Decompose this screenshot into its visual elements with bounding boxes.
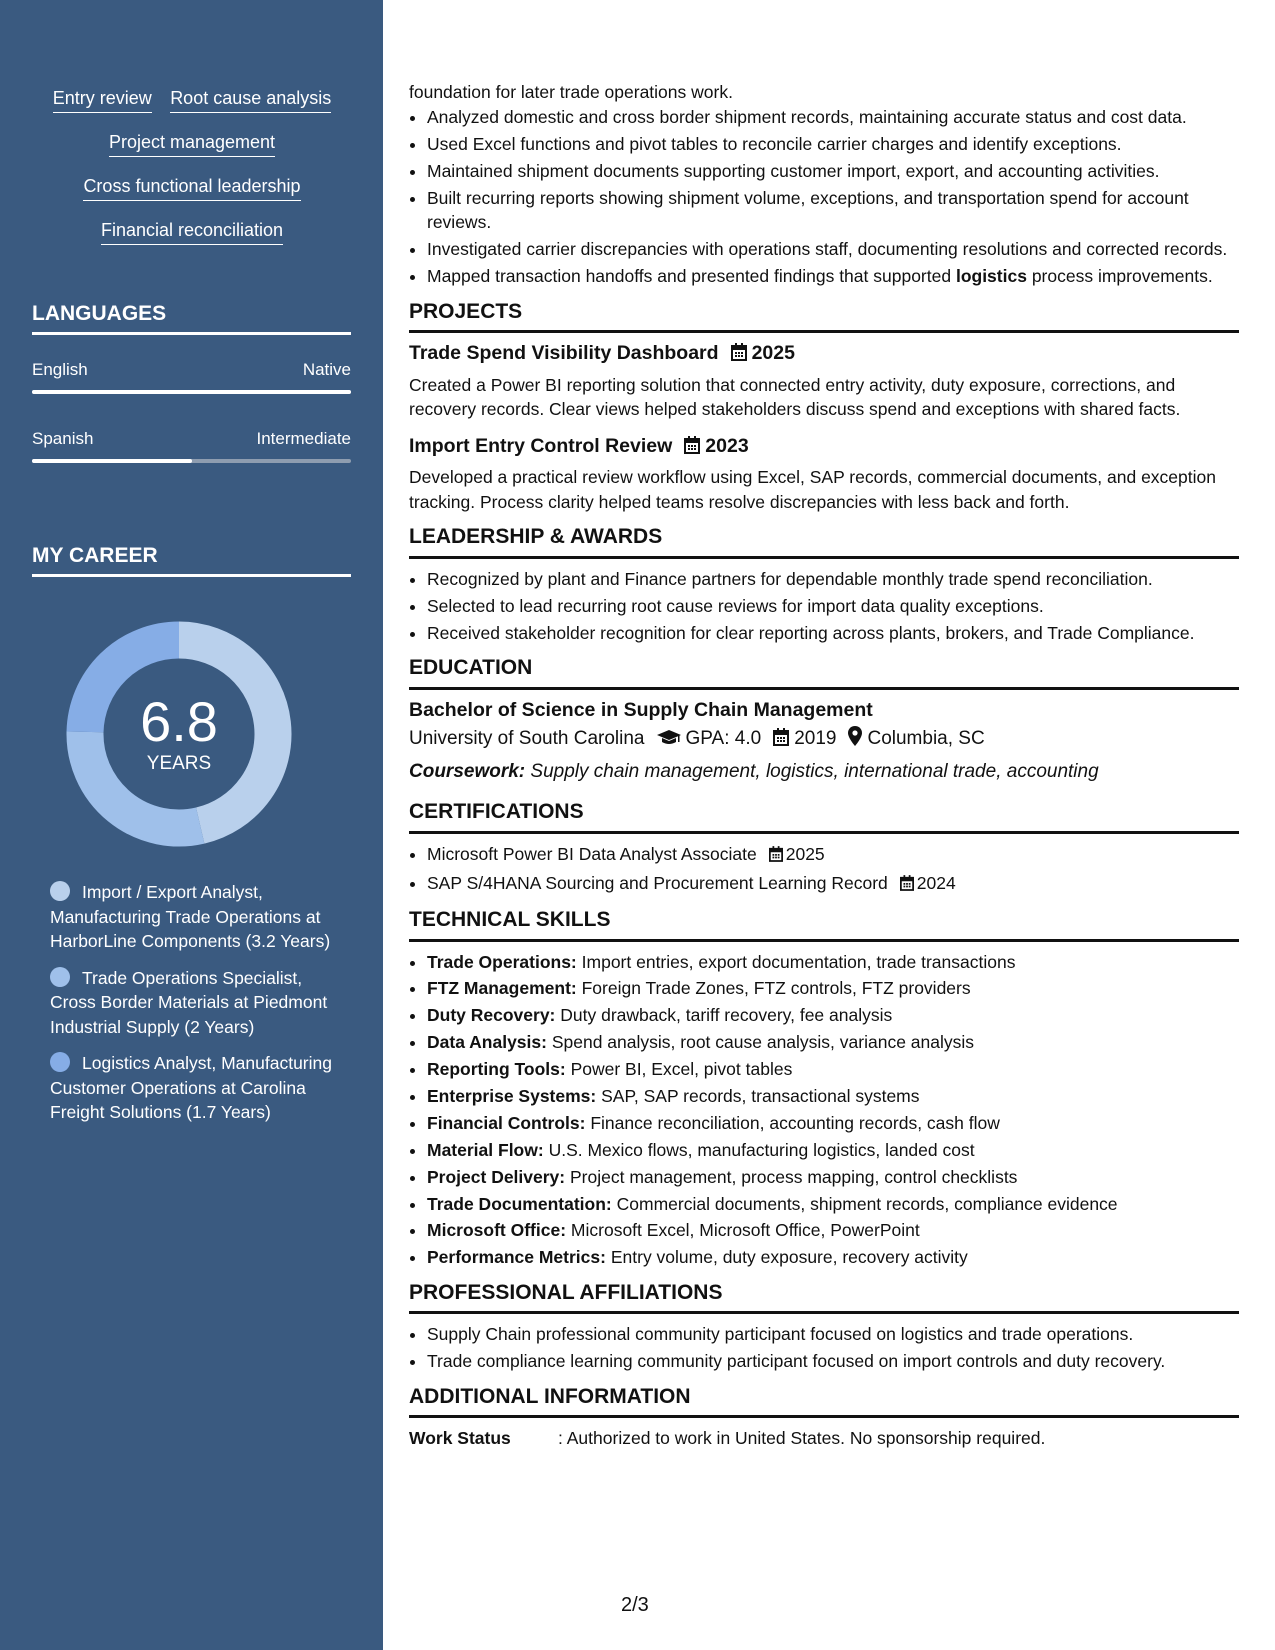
calendar-icon bbox=[684, 436, 700, 461]
leadership-list bbox=[409, 567, 1239, 646]
list-item bbox=[427, 1245, 1239, 1270]
skills-list bbox=[32, 86, 352, 262]
certifications-list bbox=[409, 842, 1239, 898]
skill-value: Spend analysis, root cause analysis, variance analysis bbox=[551, 1032, 975, 1053]
skill-value: Import entries, export documentation, trade transactions bbox=[581, 951, 1016, 972]
list-item: • Selected to lead recurring root cause reviews for import data quality exceptions. bbox=[427, 594, 1239, 619]
skill-key: Reporting Tools: bbox=[427, 1059, 566, 1080]
list-item bbox=[427, 1084, 1239, 1109]
certification-name: SAP S/4HANA Sourcing and Procurement Learning Record bbox=[427, 872, 888, 893]
language-english bbox=[32, 360, 351, 394]
career-item bbox=[50, 966, 340, 1040]
list-item bbox=[427, 1218, 1239, 1243]
projects-heading: PROJECTS bbox=[409, 300, 1239, 334]
language-bar bbox=[32, 390, 351, 394]
career-dot-icon bbox=[50, 881, 70, 901]
list-item: • Received stakeholder recognition for clear reporting across plants, brokers, and Trade Compliance. bbox=[427, 621, 1239, 646]
career-dot-icon bbox=[50, 1052, 70, 1072]
language-spanish bbox=[32, 429, 351, 463]
project-name: Trade Spend Visibility Dashboard bbox=[409, 342, 719, 364]
skill-key: Trade Operations: bbox=[427, 951, 577, 972]
skill-key: Performance Metrics: bbox=[427, 1247, 606, 1268]
career-item bbox=[50, 880, 340, 954]
certifications-heading: CERTIFICATIONS bbox=[409, 800, 1239, 834]
skill-tag: Financial reconciliation bbox=[101, 218, 283, 245]
skill-value: Microsoft Excel, Microsoft Office, PowerPoint bbox=[570, 1220, 920, 1241]
career-heading: MY CAREER bbox=[32, 544, 351, 577]
experience-bullets bbox=[409, 105, 1239, 289]
career-item-text: Logistics Analyst, Manufacturing Customer Operations at Carolina Freight Solutions (1.7 Years) bbox=[50, 1053, 332, 1122]
language-bar-fill bbox=[32, 390, 351, 394]
calendar-icon bbox=[900, 873, 914, 898]
project-year: 2023 bbox=[705, 434, 749, 457]
calendar-icon bbox=[731, 343, 747, 368]
location-pin-icon bbox=[848, 726, 862, 754]
skill-value: Commercial documents, shipment records, compliance evidence bbox=[616, 1193, 1118, 1214]
skill-tag: Cross functional leadership bbox=[83, 174, 300, 201]
skill-value: U.S. Mexico flows, manufacturing logistics, landed cost bbox=[548, 1139, 975, 1160]
work-status-label: Work Status bbox=[409, 1428, 511, 1449]
list-item bbox=[427, 1138, 1239, 1163]
skill-key: Duty Recovery: bbox=[427, 1005, 556, 1026]
affiliations-list bbox=[409, 1322, 1239, 1374]
graduation-cap-icon bbox=[657, 729, 681, 754]
project-description: Developed a practical review workflow using Excel, SAP records, commercial documents, and exception tracking. Process clarity helped teams resolve discrepancies with less back and forth. bbox=[409, 467, 1216, 512]
career-total bbox=[66, 621, 292, 847]
language-level: Native bbox=[302, 360, 351, 379]
language-name: Spanish bbox=[32, 429, 94, 448]
project-year: 2025 bbox=[751, 342, 795, 364]
list-item bbox=[427, 842, 1239, 869]
skill-key: Microsoft Office: bbox=[427, 1220, 567, 1241]
skill-tag: Project management bbox=[109, 130, 275, 157]
affiliations-heading: PROFESSIONAL AFFILIATIONS bbox=[409, 1281, 1239, 1315]
certification-year: 2025 bbox=[785, 843, 825, 864]
graduation-year: 2019 bbox=[794, 728, 837, 749]
leadership-heading: LEADERSHIP & AWARDS bbox=[409, 525, 1239, 559]
list-item: • Trade compliance learning community participant focused on import controls and duty recovery. bbox=[427, 1349, 1239, 1374]
list-item: • Built recurring reports showing shipment volume, exceptions, and transportation spend for account reviews. bbox=[427, 186, 1239, 235]
project-name: Import Entry Control Review bbox=[409, 434, 673, 457]
bullet-bold-text: logistics bbox=[955, 266, 1027, 286]
project-title bbox=[409, 434, 1239, 461]
skill-key: Trade Documentation: bbox=[427, 1193, 612, 1214]
skill-key: Material Flow: bbox=[427, 1139, 544, 1160]
skill-tag: Entry review bbox=[53, 86, 152, 113]
list-item: • Analyzed domestic and cross border shipment records, maintaining accurate status and cost data. bbox=[427, 105, 1239, 130]
bullet-text: process improvements. bbox=[1026, 266, 1213, 286]
calendar-icon bbox=[773, 728, 789, 754]
list-item bbox=[427, 1165, 1239, 1190]
work-status-value: : Authorized to work in United States. No sponsorship required. bbox=[558, 1428, 1046, 1449]
language-bar bbox=[32, 459, 351, 463]
list-item bbox=[427, 976, 1239, 1001]
career-item bbox=[50, 1051, 340, 1125]
skill-key: Financial Controls: bbox=[427, 1112, 586, 1133]
languages-heading: LANGUAGES bbox=[32, 302, 351, 335]
certification-year: 2024 bbox=[916, 872, 956, 893]
language-bar-fill bbox=[32, 459, 192, 463]
career-years-unit: YEARS bbox=[146, 753, 212, 774]
list-item bbox=[427, 950, 1239, 975]
skill-key: Data Analysis: bbox=[427, 1032, 547, 1053]
skill-value: Duty drawback, tariff recovery, fee analysis bbox=[560, 1005, 893, 1026]
list-item: • Supply Chain professional community participant focused on logistics and trade operations. bbox=[427, 1322, 1239, 1347]
list-item bbox=[427, 1111, 1239, 1136]
skill-value: Project management, process mapping, control checklists bbox=[570, 1166, 1018, 1187]
list-item bbox=[427, 1192, 1239, 1217]
technical-skills-list bbox=[409, 950, 1239, 1270]
school-name: University of South Carolina bbox=[409, 728, 645, 749]
project-title bbox=[409, 341, 1239, 368]
skill-value: Entry volume, duty exposure, recovery activity bbox=[610, 1247, 968, 1268]
main-content bbox=[409, 80, 1239, 1451]
skill-value: SAP, SAP records, transactional systems bbox=[601, 1085, 920, 1106]
skill-key: Project Delivery: bbox=[427, 1166, 566, 1187]
language-level: Intermediate bbox=[256, 429, 351, 448]
coursework-text: Supply chain management, logistics, international trade, accounting bbox=[530, 760, 1099, 782]
project-description: Created a Power BI reporting solution that connected entry activity, duty exposure, corrections, and recovery records. Clear views helped stakeholders discuss spend and exceptions with shared facts. bbox=[409, 374, 1181, 419]
education-heading: EDUCATION bbox=[409, 656, 1239, 690]
career-list bbox=[50, 880, 340, 1137]
technical-skills-heading: TECHNICAL SKILLS bbox=[409, 908, 1239, 942]
calendar-icon bbox=[769, 844, 783, 869]
career-item-text: Import / Export Analyst, Manufacturing Trade Operations at HarborLine Components (3.2 Years) bbox=[50, 882, 331, 951]
skill-value: Power BI, Excel, pivot tables bbox=[570, 1059, 793, 1080]
coursework-label: Coursework: bbox=[409, 760, 526, 782]
skill-tag: Root cause analysis bbox=[170, 86, 331, 113]
career-dot-icon bbox=[50, 967, 70, 987]
list-item: • Used Excel functions and pivot tables to reconcile carrier charges and identify exceptions. bbox=[427, 132, 1239, 157]
skill-value: Finance reconciliation, accounting records, cash flow bbox=[590, 1112, 1000, 1133]
coursework bbox=[409, 760, 1239, 785]
list-item bbox=[427, 1030, 1239, 1055]
skill-key: Enterprise Systems: bbox=[427, 1085, 597, 1106]
language-name: English bbox=[32, 360, 88, 379]
skill-value: Foreign Trade Zones, FTZ controls, FTZ providers bbox=[581, 978, 971, 999]
list-item: • Recognized by plant and Finance partners for dependable monthly trade spend reconciliation. bbox=[427, 567, 1239, 592]
bullet-text: Mapped transaction handoffs and presented findings that supported bbox=[427, 266, 956, 286]
degree: Bachelor of Science in Supply Chain Management bbox=[409, 698, 873, 721]
skill-key: FTZ Management: bbox=[427, 978, 577, 999]
education-details bbox=[409, 726, 1239, 754]
list-item bbox=[427, 871, 1239, 898]
career-item-text: Trade Operations Specialist, Cross Border Materials at Piedmont Industrial Supply (2 Years) bbox=[50, 967, 328, 1037]
career-years-value: 6.8 bbox=[140, 690, 218, 753]
sidebar bbox=[0, 0, 383, 1650]
certification-name: Microsoft Power BI Data Analyst Associate bbox=[427, 843, 757, 864]
gpa: GPA: 4.0 bbox=[685, 728, 762, 749]
experience-continuation: foundation for later trade operations work. bbox=[409, 82, 733, 102]
list-item: • Investigated carrier discrepancies with operations staff, documenting resolutions and corrected records. bbox=[427, 237, 1239, 262]
education-location: Columbia, SC bbox=[867, 728, 985, 749]
list-item bbox=[427, 264, 1239, 289]
list-item bbox=[427, 1003, 1239, 1028]
list-item: • Maintained shipment documents supporting customer import, export, and accounting activities. bbox=[427, 159, 1239, 184]
list-item bbox=[427, 1057, 1239, 1082]
additional-info-heading: ADDITIONAL INFORMATION bbox=[409, 1385, 1239, 1419]
page-number: 2/3 bbox=[621, 1594, 649, 1616]
work-status bbox=[409, 1426, 1239, 1451]
